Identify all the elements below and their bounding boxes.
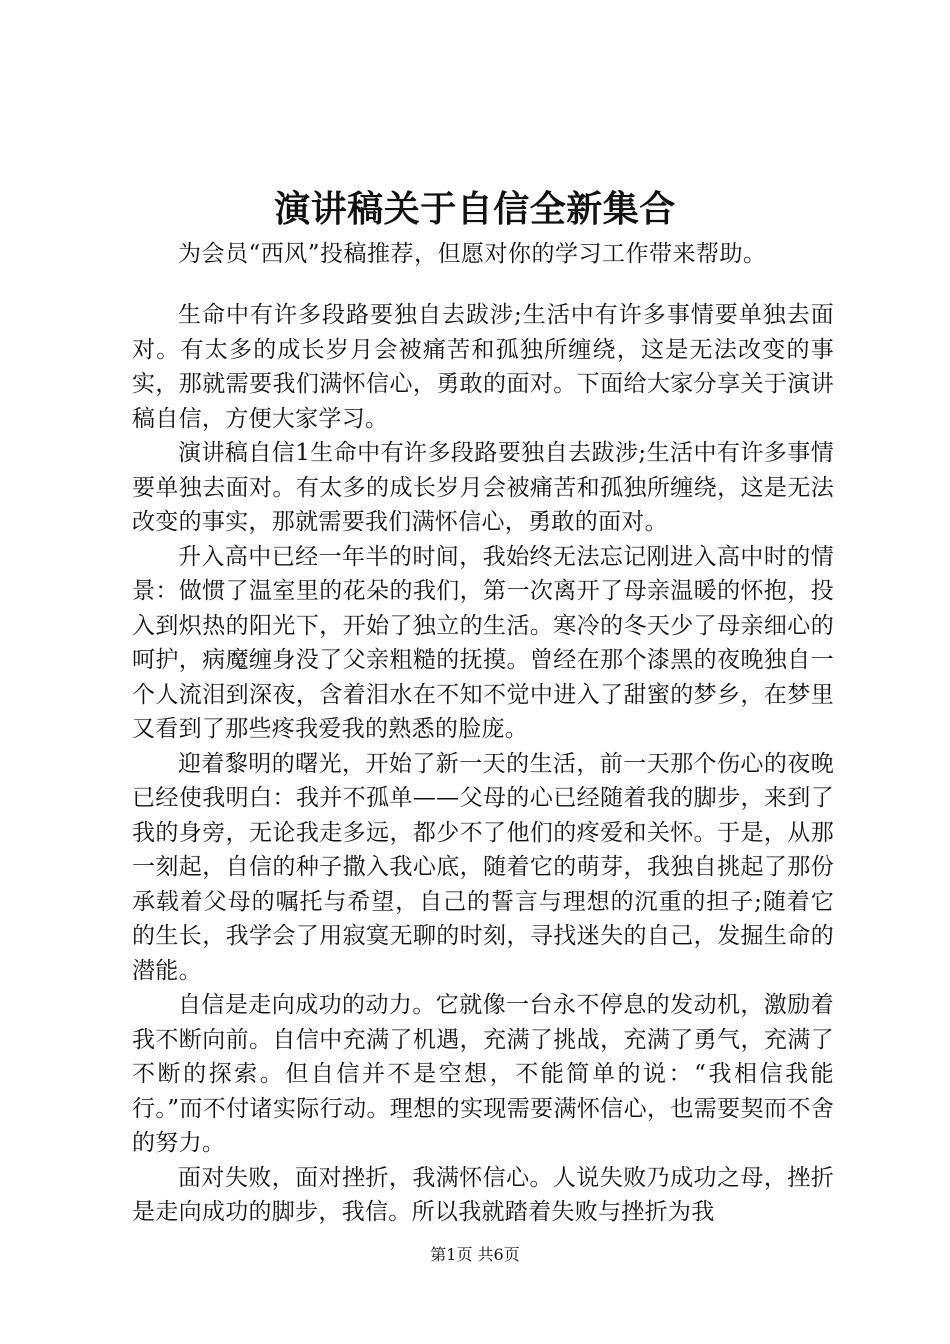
document-title: 演讲稿关于自信全新集合 — [274, 188, 676, 230]
intro-line: 为会员“西风”投稿推荐，但愿对你的学习工作带来帮助。 — [178, 241, 767, 267]
paragraph-4: 迎着黎明的曙光，开始了新一天的生活，前一天那个伤心的夜晚已经使我明白：我并不孤单——父母的心已经随着我的脚步，来到了我的身旁，无论我走多远，都少不了他们的疼爱和关怀。于是，从那一刻起，自信的种子撒入我心底，随着它的萌芽，我独自挑起了那份承载着父母的嘱托与希望，自己的誓言与理想的沉重的担子;随着它的生长，我学会了用寂寞无聊的时刻，寻找迷失的自己，发掘生命的潜能。 — [132, 750, 834, 984]
paragraph-3: 升入高中已经一年半的时间，我始终无法忘记刚进入高中时的情景：做惯了温室里的花朵的我们，第一次离开了母亲温暖的怀抱，投入到炽热的阳光下，开始了独立的生活。寒冷的冬天少了母亲细心的呵护，病魔缠身没了父亲粗糙的抚摸。曾经在那个漆黑的夜晚独自一个人流泪到深夜，含着泪水在不知不觉中进入了甜蜜的梦乡，在梦里又看到了那些疼我爱我的熟悉的脸庞。 — [132, 543, 834, 742]
paragraph-6: 面对失败，面对挫折，我满怀信心。人说失败乃成功之母，挫折是走向成功的脚步，我信。所以我就踏着失败与挫折为我 — [132, 1164, 834, 1225]
paragraph-5: 自信是走向成功的动力。它就像一台永不停息的发动机，激励着我不断向前。自信中充满了机遇，充满了挑战，充满了勇气，充满了不断的探索。但自信并不是空想，不能简单的说：“我相信我能行。”而不付诸实际行动。理想的实现需要满怀信心，也需要契而不舍的努力。 — [132, 992, 834, 1156]
paragraph-1: 生命中有许多段路要独自去跋涉;生活中有许多事情要单独去面对。有太多的成长岁月会被痛苦和孤独所缠绕，这是无法改变的事实，那就需要我们满怀信心，勇敢的面对。下面给大家分享关于演讲稿自信，方便大家学习。 — [132, 302, 834, 432]
paragraph-2: 演讲稿自信1生命中有许多段路要独自去跋涉;生活中有许多事情要单独去面对。有太多的成长岁月会被痛苦和孤独所缠绕，这是无法改变的事实，那就需要我们满怀信心，勇敢的面对。 — [132, 440, 834, 535]
page-number-footer: 第1页 共6页 — [430, 1245, 520, 1264]
document-body — [132, 298, 834, 1230]
